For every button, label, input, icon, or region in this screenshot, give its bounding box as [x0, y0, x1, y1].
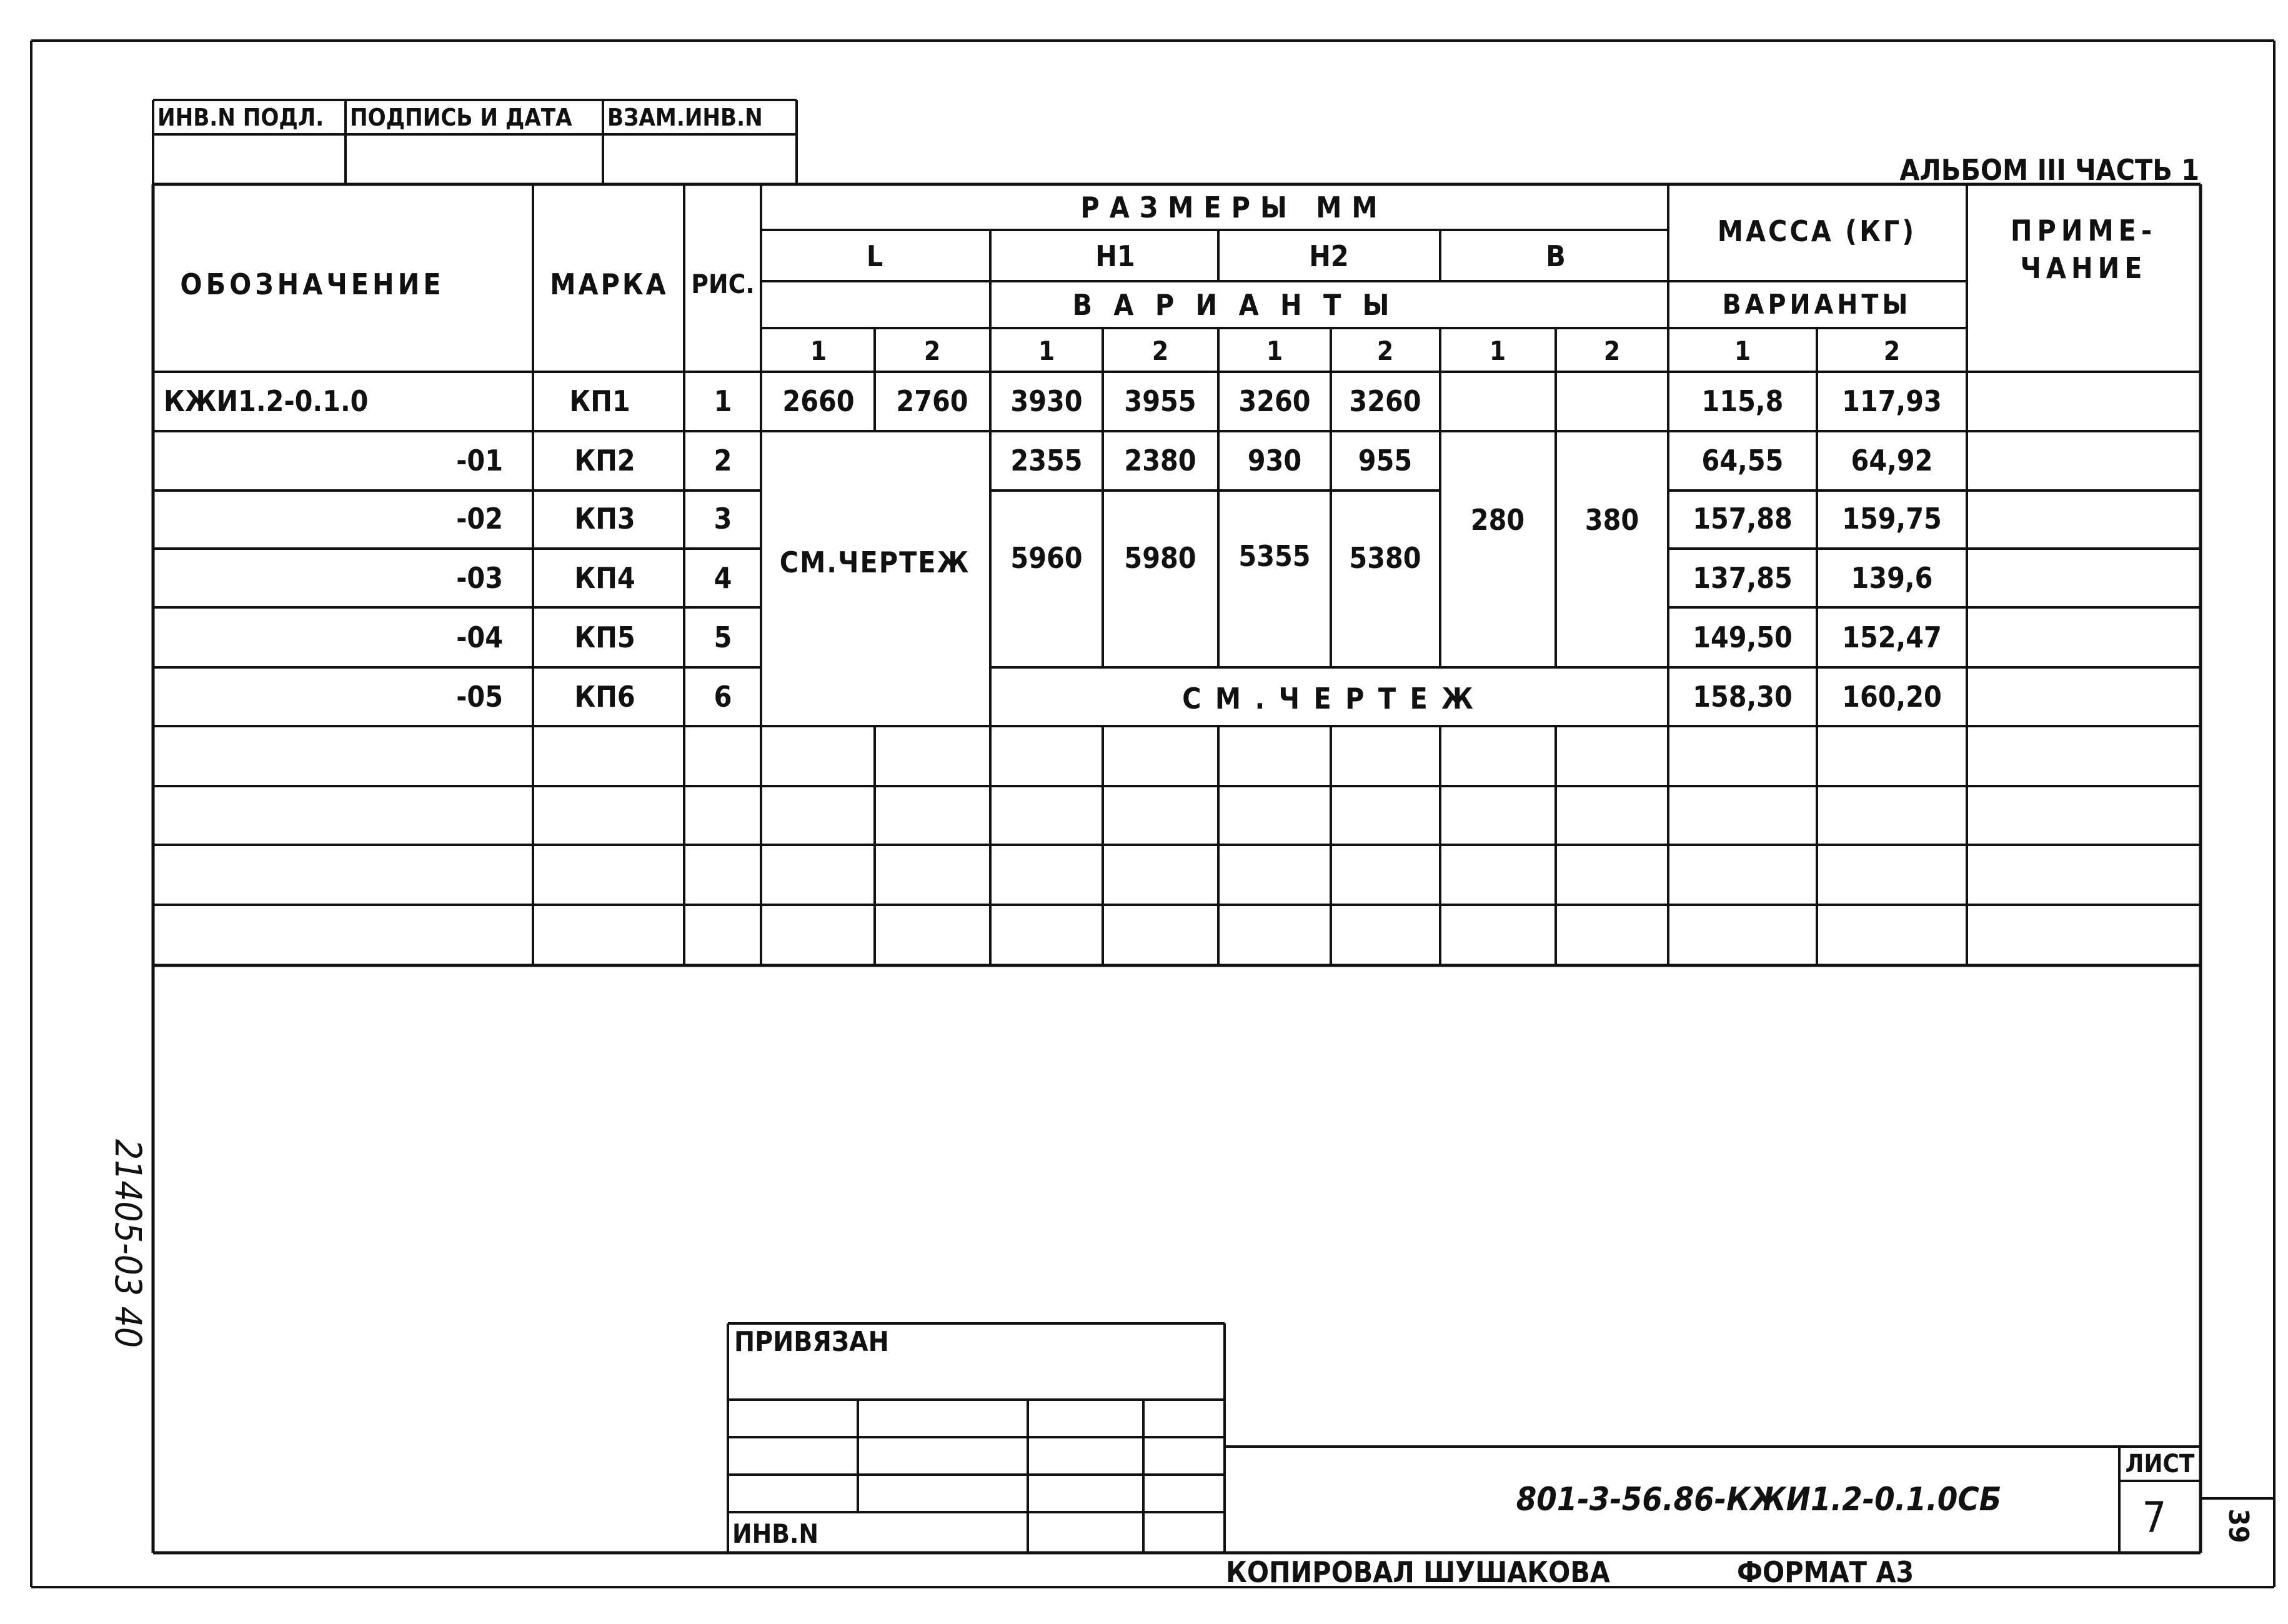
- side-archive-number: 21405-03 40: [107, 1138, 149, 1348]
- row-mass-1: 64,55: [1701, 444, 1784, 477]
- row-designation: -05: [456, 680, 503, 714]
- header-designation: ОБОЗНАЧЕНИЕ: [180, 267, 445, 301]
- row-designation: -04: [456, 620, 503, 654]
- variant-H1-1: 1: [1038, 336, 1055, 366]
- row-H1-1: 3930: [1010, 384, 1083, 418]
- copied-by: КОПИРОВАЛ ШУШАКОВА: [1226, 1555, 1610, 1589]
- header-H2: Н2: [1309, 239, 1349, 273]
- row-designation: КЖИ1.2-0.1.0: [164, 384, 369, 418]
- row-mark: КП2: [574, 444, 635, 477]
- row-H1-1: 2355: [1010, 444, 1083, 477]
- row-designation: -02: [456, 502, 503, 536]
- row-fig: 5: [714, 620, 732, 654]
- stamp-inv-podl: ИНВ.N ПОДЛ.: [157, 104, 324, 131]
- header-mass: МАССА (КГ): [1717, 214, 1917, 248]
- document-code: 801-3-56.86-КЖИ1.2-0.1.0СБ: [1516, 1481, 2002, 1518]
- header-sizes: РАЗМЕРЫ ММ: [1080, 191, 1388, 224]
- row-mass-1: 137,85: [1693, 561, 1793, 595]
- row-mass-1: 149,50: [1693, 620, 1793, 654]
- row-H1-2: 3955: [1124, 384, 1196, 418]
- variant-H1-2: 2: [1151, 336, 1169, 366]
- row-mass-2: 64,92: [1851, 444, 1933, 477]
- row-mark: КП5: [574, 620, 635, 654]
- inv-n-label: ИНВ.N: [732, 1518, 819, 1549]
- header-mark: МАРКА: [550, 267, 669, 301]
- header-variants: В А Р И А Н Т Ы: [1072, 288, 1396, 322]
- page-number: 39: [2222, 1508, 2254, 1543]
- header-L: L: [866, 239, 883, 273]
- stamp-vzam-inv: ВЗАМ.ИНВ.N: [607, 104, 763, 131]
- stamp-podpis-data: ПОДПИСЬ И ДАТА: [350, 104, 572, 131]
- variant-H2-2: 2: [1376, 336, 1394, 366]
- merged-H2-1: 5355: [1238, 539, 1311, 573]
- variant-mass-1: 1: [1734, 336, 1751, 366]
- row-mass-2: 152,47: [1842, 620, 1942, 654]
- header-note: ПРИМЕ- ЧАНИЕ: [2010, 214, 2157, 285]
- merged-B-2: 380: [1584, 503, 1639, 537]
- merged-H1-1: 5960: [1010, 541, 1083, 575]
- row-H2-2: 955: [1358, 444, 1413, 477]
- row-L2: 2760: [896, 384, 968, 418]
- row-mark: КП6: [574, 680, 635, 714]
- row-H2-1: 3260: [1238, 384, 1311, 418]
- row-mass-1: 115,8: [1701, 384, 1784, 418]
- merged-B-1: 280: [1470, 503, 1525, 537]
- row-mark: КП3: [574, 502, 635, 536]
- merged-H1-2: 5980: [1124, 541, 1196, 575]
- row-designation: -03: [456, 561, 503, 595]
- row-H2-1: 930: [1247, 444, 1302, 477]
- row-fig: 6: [714, 680, 732, 714]
- header-H1: Н1: [1095, 239, 1135, 273]
- row-mass-2: 159,75: [1842, 502, 1942, 536]
- row-mass-2: 117,93: [1842, 384, 1942, 418]
- row-mass-1: 158,30: [1693, 680, 1793, 714]
- row-mark: КП4: [574, 561, 635, 595]
- merged-see-drawing-row6: С М . Ч Е Р Т Е Ж: [1182, 682, 1476, 715]
- merged-L-see-drawing: СМ.ЧЕРТЕЖ: [779, 545, 970, 579]
- row-fig: 3: [714, 502, 732, 536]
- variant-B-2: 2: [1603, 336, 1621, 366]
- row-H1-2: 2380: [1124, 444, 1196, 477]
- row-fig: 2: [714, 444, 732, 477]
- row-fig: 4: [714, 561, 732, 595]
- row-designation: -01: [456, 444, 503, 477]
- row-fig: 1: [714, 384, 732, 418]
- row-L1: 2660: [782, 384, 855, 418]
- album-label: АЛЬБОМ III ЧАСТЬ 1: [1899, 153, 2199, 187]
- variant-B-1: 1: [1489, 336, 1506, 366]
- row-mass-2: 160,20: [1842, 680, 1942, 714]
- variant-mass-2: 2: [1883, 336, 1901, 366]
- variant-L-1: 1: [810, 336, 827, 366]
- row-H2-2: 3260: [1349, 384, 1421, 418]
- list-label: ЛИСТ: [2125, 1450, 2195, 1478]
- format-label: ФОРМАТ А3: [1737, 1555, 1914, 1589]
- row-mass-1: 157,88: [1693, 502, 1793, 536]
- list-number: 7: [2142, 1493, 2167, 1543]
- variant-L-2: 2: [923, 336, 941, 366]
- merged-H2-2: 5380: [1349, 541, 1421, 575]
- header-fig: РИС.: [691, 269, 755, 299]
- row-mark: КП1: [569, 384, 630, 418]
- header-mass-variants: ВАРИАНТЫ: [1722, 289, 1912, 321]
- row-mass-2: 139,6: [1851, 561, 1933, 595]
- privyazan-label: ПРИВЯЗАН: [734, 1326, 889, 1358]
- header-B: В: [1546, 239, 1566, 273]
- variant-H2-1: 1: [1266, 336, 1283, 366]
